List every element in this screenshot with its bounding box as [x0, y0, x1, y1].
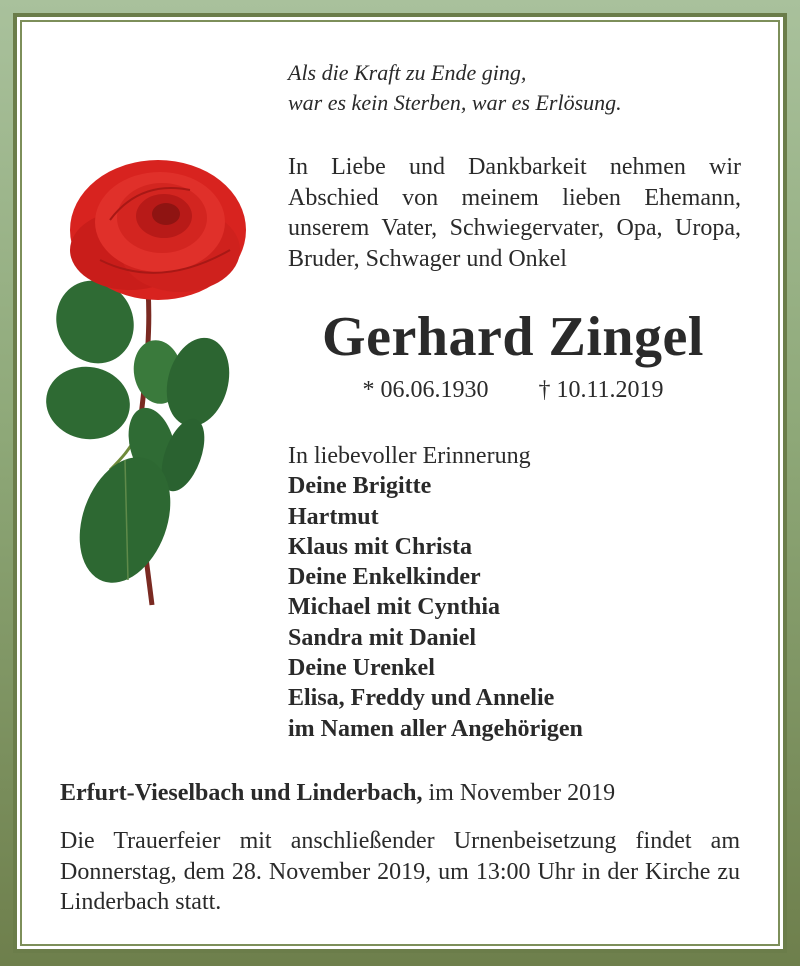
birth-star-icon: * [362, 377, 375, 403]
death-cross-icon: † [538, 377, 551, 403]
motto-line-2: war es kein Sterben, war es Erlösung. [288, 90, 622, 115]
birth-date: 06.06.1930 [380, 377, 489, 403]
motto-line-1: Als die Kraft zu Ende ging, [288, 60, 527, 85]
family-member: Hartmut [288, 503, 379, 530]
life-dates [288, 375, 738, 405]
family-member: Sandra mit Daniel [288, 624, 477, 651]
motto-quote [288, 58, 741, 118]
rose-image [40, 150, 255, 610]
place-date: im November 2019 [422, 780, 616, 806]
family-member: Deine Urenkel [288, 655, 435, 682]
family-heading: In liebevoller Erinnerung [288, 443, 531, 469]
family-member: Deine Enkelkinder [288, 564, 481, 591]
family-member: Deine Brigitte [288, 473, 432, 500]
family-member: Klaus mit Christa [288, 533, 473, 560]
family-member: Michael mit Cynthia [288, 594, 500, 621]
intro-paragraph: In Liebe und Dankbarkeit nehmen wir Abschied von meinem lieben Ehemann, unserem Vater, Schwiegervater, Opa, Uropa, Bruder, Schwager und Onkel [288, 154, 741, 272]
funeral-service-info: Die Trauerfeier mit anschließender Urnenbeisetzung findet am Donnerstag, dem 28. November 2019, um 13:00 Uhr in der Kirche zu Linderbach statt. [60, 828, 740, 915]
family-member: im Namen aller Angehörigen [288, 715, 583, 742]
family-member: Elisa, Freddy und Annelie [288, 685, 555, 712]
place-and-date [60, 778, 615, 808]
death-date: 10.11.2019 [556, 377, 664, 403]
family-list [288, 441, 741, 744]
place-location: Erfurt-Vieselbach und Linderbach, [60, 780, 423, 806]
deceased-name: Gerhard Zingel [322, 306, 704, 368]
